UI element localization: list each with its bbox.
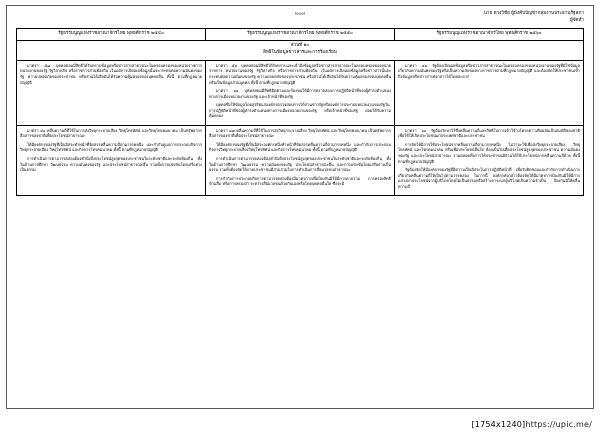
header-author-role: ผู้จัดทำ [570, 17, 584, 23]
row1-cell-2540 [17, 60, 206, 125]
image-source-label: https://upic.me/ [525, 420, 592, 429]
section-heading-row [17, 41, 584, 61]
section-heading-line1: ส่วนที่ ๑๐ [290, 43, 310, 49]
table-row [17, 125, 584, 195]
column-header-2550: รัฐธรรมนูญแห่งราชอาณาจักรไทย พุทธศักราช ๒๕๕๐ [205, 29, 394, 41]
paragraph: มาตรา ๔๗ คลื่นความถี่ที่ใช้ในการส่งวิทยุกระจายเสียง วิทยุโทรทัศน์ และวิทยุโทรคมนาคม เป็นทรัพยากรสื่อสารของชาติเพื่อประโยชน์สาธารณะ [208, 127, 391, 139]
row1-cell-2550 [205, 60, 394, 125]
comparison-table [16, 28, 584, 196]
row2-cell-2540 [17, 125, 206, 195]
header-center-label: level [295, 11, 305, 16]
table-row [17, 60, 584, 125]
paragraph: มาตรา ๕๖ บุคคลย่อมมีสิทธิได้รับทราบและเข้าถึงข้อมูลหรือข่าวสารสาธารณะในครอบครองของหน่วยราชการ หน่วยงานของรัฐ รัฐวิสาหกิจ หรือราชการส่วนท้องถิ่น เว้นแต่การเปิดเผยข้อมูลหรือข่าวสารนั้นจะกระทบต่อความมั่นคงของรัฐ ความปลอดภัยของประชาชน หรือส่วนได้เสียอันได้รับความคุ้มครองของบุคคลอื่น หรือเป็นข้อมูลส่วนบุคคล ทั้งนี้ ตามที่กฎหมายบัญญัติ [208, 62, 391, 85]
column-header-2540: รัฐธรรมนูญแห่งราชอาณาจักรไทย พุทธศักราช ๒๕๔๐ [17, 29, 206, 41]
paragraph: มาตรา ๕๘ บุคคลย่อมมีสิทธิได้รับทราบข้อมูลหรือข่าวสารสาธารณะในครอบครองของหน่วยราชการ หน่วยงานของรัฐ รัฐวิสาหกิจ หรือราชการส่วนท้องถิ่น เว้นแต่การเปิดเผยข้อมูลนั้นจะกระทบต่อความมั่นคงของรัฐ ความปลอดภัยของประชาชน หรือส่วนได้เสียอันได้รับความคุ้มครองของบุคคลอื่น ทั้งนี้ ตามที่กฎหมายบัญญัติ [20, 62, 202, 85]
section-heading-line2: สิทธิในข้อมูลข่าวสารและการร้องเรียน [263, 50, 337, 56]
paragraph: มาตรา ๖๐ รัฐต้องรักษาไว้ซึ่งคลื่นความถี่และสิทธิในการเข้าใช้วงโคจรดาวเทียมอันเป็นสมบัติของชาติ เพื่อใช้ให้เกิดประโยชน์แก่ประเทศชาติและประชาชน [398, 127, 580, 139]
header-author-block [484, 11, 584, 25]
column-header-2560: รัฐธรรมนูญแห่งราชอาณาจักรไทย พุทธศักราช ๒๕๖๐ [395, 29, 584, 41]
paragraph: มาตรา ๖๑ บุคคลย่อมมีสิทธิติดตามและร้องขอให้มีการตรวจสอบการปฏิบัติหน้าที่ของผู้ดำรงตำแหน่งทางการเมืองหน่วยงานของรัฐ และเจ้าหน้าที่ของรัฐ [208, 88, 391, 99]
paragraph: ให้มีองค์กรของรัฐที่เป็นอิสระทำหน้าที่จัดสรรคลื่นความถี่ตามวรรคหนึ่ง และกำกับดูแลการประกอบกิจการวิทยุกระจายเสียง วิทยุโทรทัศน์ และกิจการโทรคมนาคม ทั้งนี้ ตามที่กฎหมายบัญญัติ [20, 141, 202, 153]
paragraph: มาตรา ๔๐ คลื่นความถี่ที่ใช้ในการส่งวิทยุกระจายเสียง วิทยุโทรทัศน์ และวิทยุโทรคมนาคม เป็นทรัพยากรสื่อสารของชาติเพื่อประโยชน์สาธารณะ [20, 127, 202, 139]
row2-cell-2560 [395, 125, 584, 195]
paragraph: การกำกับการประกอบกิจการตามวรรคสองต้องมีมาตรการเพื่อป้องกันมิให้มีการควบรวม การครองสิทธิข้ามสื่อ หรือการครองงำ ระหว่างสื่อมวลชนด้วยกันเองหรือโดยบุคคลอื่นใด ซึ่งจะมี [208, 175, 391, 187]
section-heading-cell [17, 41, 584, 61]
row1-cell-2560 [395, 60, 584, 125]
paragraph: รัฐต้องจัดให้มีองค์กรของรัฐที่มีความเป็นอิสระในการปฏิบัติหน้าที่ เพื่อรับผิดชอบและกำกับการดำเนินการเกี่ยวกับคลื่นความถี่ให้เป็นไปตามวรรคสอง ในการนี้ องค์กรดังกล่าวต้องจัดให้มีมาตรการป้องกันมิให้มีการแสวงหาประโยชน์จากผู้บริโภคโดยไม่เป็นธรรมหรือสร้างภาระแก่ผู้บริโภคเกินความจำเป็น ป้องกันมิให้คลื่นความถี่ [398, 167, 580, 189]
paragraph: บุคคลซึ่งให้ข้อมูลโดยสุจริตแก่องค์กรตรวจสอบการได้ถ่านข่าวรัฐหรือองค์การประกอบหน่วยงานของรัฐในการปฏิบัติหน้าที่ของผู้ดำรงตำแหน่งทางการเมืองหน่วยงานของรัฐ หรือเจ้าหน้าที่ของรัฐ ย่อมได้รับความคุ้มครอง [208, 102, 391, 119]
paragraph: ให้มีองค์กรของรัฐที่เป็นอิสระองค์กรหนึ่งทำหน้าที่จัดสรรคลื่นความถี่ตามวรรคหนึ่ง และกำกับการประกอบกิจการวิทยุกระจายเสียงวิทยุโทรทัศน์ และกิจการโทรคมนาคม ทั้งนี้ ตามที่กฎหมายบัญญัติ [208, 141, 391, 153]
paragraph: การดำเนินการตามวรรคสองต้องคำนึงถึงประโยชน์สูงสุดของประชาชนในระดับชาติและระดับท้องถิ่น ทั้งในด้านการศึกษา วัฒนธรรม ความมั่นคงของรัฐ และประโยชน์สาธารณะอื่น รวมทั้งการแข่งขันโดยเสรีอย่างเป็นธรรม [20, 156, 202, 173]
paragraph: การจัดให้มีการใช้ประโยชน์จากคลื่นความถี่ตามวรรคหนึ่ง ไม่ว่าจะใช้เพื่อส่งวิทยุกระจายเสียง วิทยุโทรทัศน์ และโทรคมนาคม หรือเพื่อประโยชน์อื่นใด ต้องเป็นไปเพื่อประโยชน์สูงสุดของประชาชน ความมั่นคงของรัฐ และประโยชน์สาธารณะ รวมตลอดทั้งการให้ประชาชนมีส่วนได้ใช้ประโยชน์จากคลื่นความถี่ด้วย ทั้งนี้ ตามที่กฎหมายบัญญัติ [398, 141, 580, 164]
footer-caption [471, 420, 592, 429]
image-dimensions-label: [1754x1240] [471, 420, 526, 429]
row2-cell-2550 [205, 125, 394, 195]
paragraph: มาตรา ๔๑ รัฐต้องเปิดเผยข้อมูลหรือข่าวสารสาธารณะในครอบครองของหน่วยงานของรัฐที่มิใช่ข้อมูลเกี่ยวกับความมั่นคงของรัฐหรือเป็นความลับของทางราชการตามที่กฎหมายบัญญัติ และต้องจัดให้ประชาชนเข้าถึงข้อมูลหรือข่าวสารดังกล่าวได้โดยสะดวก [398, 62, 580, 80]
table-header-row [17, 29, 584, 41]
paragraph: การดำเนินการตามวรรคสองต้องคำนึงถึงประโยชน์สูงสุดของประชาชนในระดับชาติและระดับท้องถิ่น ทั้งในด้านการศึกษา วัฒนธรรม ความมั่นคงของรัฐ ประโยชน์สาธารณะอื่น และการแข่งขันโดยเสรีอย่างเป็นธรรม รวมทั้งต้องจัดให้ภาคประชาชนมีส่วนร่วมในการดำเนินการสื่อมวลชนสาธารณะ [208, 156, 391, 173]
header-author-name: นาย ดวงวิชัย ผู้บังคับบัญชากลุ่มงานประธานรัฐสภา [483, 11, 584, 16]
